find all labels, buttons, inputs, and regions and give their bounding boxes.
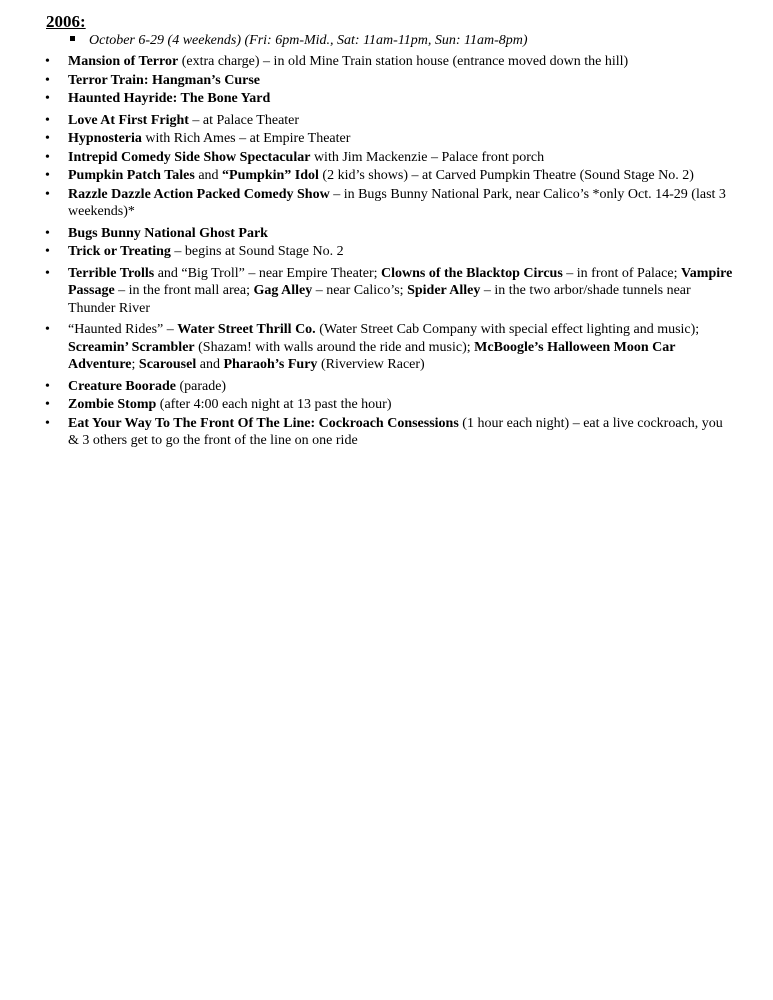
event-list [0,53,773,451]
event-name: Razzle Dazzle Action Packed Comedy Show [68,186,330,202]
event-name: Bugs Bunny National Ghost Park [68,225,268,241]
event-name: Clowns of the Blacktop Circus [381,265,563,281]
event-name: Love At First Fright [68,112,189,128]
list-item [0,186,773,221]
event-detail: (after 4:00 each night at 13 past the hour) [156,397,392,412]
event-detail: – at Palace Theater [188,112,300,128]
list-item [0,225,773,243]
list-item [0,321,773,374]
event-name: Trick or Treating [68,244,171,259]
event-detail: and [196,357,224,372]
event-detail: “Haunted Rides” – [68,322,178,337]
event-name: Hypnosteria [68,131,142,146]
event-detail: – in front of Palace; [562,265,681,281]
list-item [0,53,773,71]
event-name: Intrepid Comedy Side Show Spectacular [68,149,311,165]
list-item [0,130,773,148]
event-name: Terrible Trolls [68,265,155,281]
year-heading: 2006: [46,12,86,31]
event-name: Scarousel [138,357,197,372]
list-item [0,396,773,414]
event-detail: with Rich Ames – at Empire Theater [141,131,351,146]
square-bullet-icon [70,36,75,41]
list-item [0,378,773,396]
event-detail: – in the two arbor/shade tunnels near Thunder River [68,283,691,316]
event-name: Pharaoh’s Fury [223,357,318,372]
event-detail: ; [131,357,139,372]
event-name: Vampire Passage [68,265,733,298]
list-item [0,149,773,167]
event-detail: (1 hour each night) – eat a live cockroach, you & 3 others get to go the front of the line on one ride [68,415,723,448]
list-item [0,112,773,130]
event-detail: (Shazam! with walls around the ride and music); [194,339,475,355]
event-detail: – in Bugs Bunny National Park, near Calico’s *only Oct. 14-29 (last 3 weekends)* [68,186,726,219]
event-name: Haunted Hayride: The Bone Yard [68,91,271,106]
event-detail: with Jim Mackenzie – Palace front porch [310,149,545,165]
list-item [0,72,773,90]
event-name: Terror Train: Hangman’s Curse [68,72,260,88]
list-item [0,415,773,450]
event-detail: (Water Street Cab Company with special effect lighting and music); [315,322,700,337]
event-name: Water Street Thrill Co. [177,322,316,337]
event-name: “Pumpkin” Idol [222,168,319,183]
list-item [0,243,773,261]
event-name: Eat Your Way To The Front Of The Line: Cockroach Consessions [68,415,459,431]
list-item [0,90,773,108]
event-detail: (Riverview Racer) [317,357,425,372]
event-detail: – begins at Sound Stage No. 2 [170,244,344,259]
event-detail: and “Big Troll” – near Empire Theater; [154,265,382,281]
list-item [0,265,773,318]
event-name: Mansion of Terror [68,54,179,69]
date-schedule-line [70,32,528,50]
event-detail: and [194,168,223,183]
event-name: Creature Boorade [68,378,176,394]
event-name: Zombie Stomp [68,397,157,412]
date-schedule-text: October 6-29 (4 weekends) (Fri: 6pm-Mid., Sat: 11am-11pm, Sun: 11am-8pm) [89,33,528,48]
event-detail: – near Calico’s; [312,283,408,298]
event-name: Screamin’ Scrambler [68,339,195,355]
event-detail: (extra charge) – in old Mine Train station house (entrance moved down the hill) [178,54,629,69]
event-name: Gag Alley [253,283,313,298]
event-detail: (2 kid’s shows) – at Carved Pumpkin Theatre (Sound Stage No. 2) [318,168,694,183]
event-detail: – in the front mall area; [114,283,254,298]
event-name: Pumpkin Patch Tales [68,168,195,183]
event-detail: (parade) [175,378,227,394]
list-item [0,167,773,185]
event-name: McBoogle’s Halloween Moon Car Adventure [68,339,676,372]
event-name: Spider Alley [407,283,481,298]
